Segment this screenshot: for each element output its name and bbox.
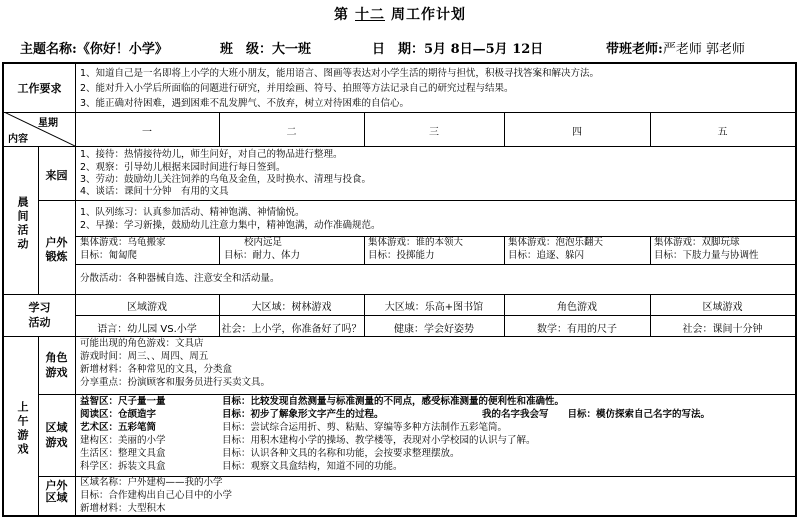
area-name: 建构区：美丽的小学 — [80, 435, 166, 446]
corner-weekday-label: 星期 — [38, 118, 58, 129]
area-games-label: 区域游戏 — [45, 421, 68, 449]
arrival-item: 1、接待：热情接待幼儿，师生问好，对自己的物品进行整理。 — [80, 149, 343, 160]
grid-line — [4, 294, 795, 295]
date-info: 日 期：5月 8日—5月 12日 — [372, 42, 544, 57]
study-topic: 数学：有用的尺子 — [537, 324, 617, 335]
split-activity: 分散活动：各种器械自选、注意安全和活动量。 — [80, 273, 280, 284]
grid-line — [75, 315, 795, 316]
area-name: 生活区：整理文具盒 — [80, 448, 166, 459]
class-info: 班 级：大一班 — [220, 42, 312, 57]
area-extra: 我的名字我会写 目标：模仿探索自己名字的写法。 — [482, 409, 711, 420]
outdoor-area-label: 户外区域 — [45, 479, 68, 504]
am-games-label: 上午游戏 — [16, 401, 29, 457]
game-goal: 目标：下肢力量与协调性 — [654, 250, 759, 261]
goal-item: 1、知道自己是一名即将上小学的大班小朋友，能用语言、图画等表达对小学生活的期待与担忧，积极寻找答案和解决方法。 — [80, 68, 600, 79]
outdoor-item: 1、队列练习：认真参加活动、精神饱满、神情愉悦。 — [80, 207, 305, 218]
area-name: 益智区：尺子量一量 — [80, 396, 166, 407]
game-name: 集体游戏：双脚玩球 — [654, 237, 740, 248]
role-item: 新增材料：各种常见的文具，分类盒 — [80, 364, 233, 375]
arrival-label: 来园 — [45, 169, 68, 182]
grid-line — [38, 200, 795, 201]
class-value: 大一班 — [272, 42, 312, 57]
week-number: 十二 — [355, 7, 385, 23]
weekday-mon: 一 — [142, 127, 152, 138]
game-goal: 目标：匍匐爬 — [80, 250, 138, 261]
study-type: 大区域：树林游戏 — [251, 302, 332, 313]
game-goal: 目标：耐力、体力 — [224, 250, 301, 261]
theme-value: 《你好！小学》 — [76, 42, 168, 57]
weekday-wed: 三 — [429, 127, 439, 138]
arrival-item: 3、劳动：鼓励幼儿关注饲养的乌龟及金鱼，及时换水、清理与投食。 — [80, 174, 372, 185]
page-title: 第 十二 周工作计划 — [334, 7, 466, 23]
study-topic: 语言：幼儿园 VS.小学 — [97, 324, 197, 335]
grid-line — [650, 236, 651, 264]
grid-line — [4, 336, 795, 337]
study-topic: 健康：学会好姿势 — [394, 324, 474, 335]
arrival-item: 2、观察：引导幼儿根据来园时间进行每日签到。 — [80, 162, 286, 173]
weekly-plan-table — [2, 62, 797, 517]
role-item: 可能出现的角色游戏：文具店 — [80, 338, 204, 349]
area-goal: 目标：认识各种文具的名称和功能，会按要求整理摆放。 — [222, 448, 460, 459]
area-goal: 目标：尝试综合运用折、剪、粘贴、穿编等多种方法制作五彩笔筒。 — [222, 422, 508, 433]
grid-line — [4, 146, 795, 147]
grid-line — [364, 236, 365, 264]
game-name: 集体游戏：泡泡乐翻天 — [508, 237, 604, 248]
outdoor-item: 2、早操：学习新操，鼓励幼儿注意力集中，精神饱满，动作准确规范。 — [80, 220, 381, 231]
game-goal: 目标：投掷能力 — [368, 250, 435, 261]
teacher-value: 严老师 郭老师 — [662, 42, 745, 57]
outdoor-label: 户外锻炼 — [45, 236, 68, 263]
area-goal: 目标：观察文具盒结构，知道不同的功能。 — [222, 461, 403, 472]
game-name: 集体游戏：乌龟搬家 — [80, 237, 166, 248]
study-type: 角色游戏 — [557, 302, 597, 313]
role-play-label: 角色游戏 — [45, 351, 68, 379]
area-name: 艺术区：五彩笔筒 — [80, 422, 157, 433]
goal-item: 3、能正确对待困难，遇到困难不乱发脾气、不放弃，树立对待困难的自信心。 — [80, 98, 410, 109]
weekday-thu: 四 — [572, 127, 582, 138]
goals-label: 工作要求 — [17, 82, 62, 95]
morning-label: 晨间活动 — [16, 196, 29, 252]
date-value: 5月 8日—5月 12日 — [424, 42, 544, 57]
game-name: 校内远足 — [244, 237, 283, 248]
corner-content-label: 内容 — [8, 134, 28, 145]
area-goal: 目标：比较发现自然测量与标准测量的不同点，感受标准测量的便利性和准确性。 — [222, 396, 565, 407]
area-goal: 目标：初步了解象形文字产生的过程。 — [222, 409, 384, 420]
area-goal: 目标：用积木建构小学的操场、教学楼等，表现对小学校园的认识与了解。 — [222, 435, 536, 446]
game-name: 集体游戏：谁的本领大 — [368, 237, 464, 248]
study-type: 区域游戏 — [127, 302, 167, 313]
role-item: 分享重点：扮演顾客和服务员进行买卖文具。 — [80, 377, 271, 388]
arrival-item: 4、谈话：课间十分钟 有用的文具 — [80, 186, 229, 197]
weekday-fri: 五 — [717, 127, 728, 138]
study-topic: 社会：课间十分钟 — [682, 324, 763, 335]
outdoor-area-item: 目标：合作建构出自己心目中的小学 — [80, 490, 233, 501]
outdoor-area-item: 区域名称：户外建构——我的小学 — [80, 477, 223, 488]
grid-line — [219, 236, 220, 264]
theme-info: 主题名称:《你好！小学》 — [20, 42, 168, 57]
study-type: 大区域：乐高+图书馆 — [384, 302, 484, 313]
grid-line — [75, 264, 795, 265]
study-topic: 社会：上小学，你准备好了吗？ — [221, 324, 362, 335]
outdoor-area-item: 新增材料：大型积木 — [80, 503, 166, 514]
goal-item: 2、能对升入小学后所面临的问题进行研究，并用绘画、符号、拍照等方法记录自己的研究过程与结果。 — [80, 83, 514, 94]
weekday-tue: 二 — [286, 127, 297, 138]
teacher-info: 带班老师:严老师 郭老师 — [606, 42, 745, 57]
study-type: 区域游戏 — [702, 302, 743, 313]
area-name: 阅读区：仓颉造字 — [80, 409, 157, 420]
grid-line — [4, 112, 795, 113]
role-item: 游戏时间：周三、、周四、周五 — [80, 351, 209, 362]
grid-line — [38, 394, 795, 395]
study-label: 学习活动 — [28, 301, 51, 329]
grid-line — [504, 236, 505, 264]
area-name: 科学区：拆装文具盒 — [80, 461, 166, 472]
game-goal: 目标：追逐、躲闪 — [508, 250, 585, 261]
